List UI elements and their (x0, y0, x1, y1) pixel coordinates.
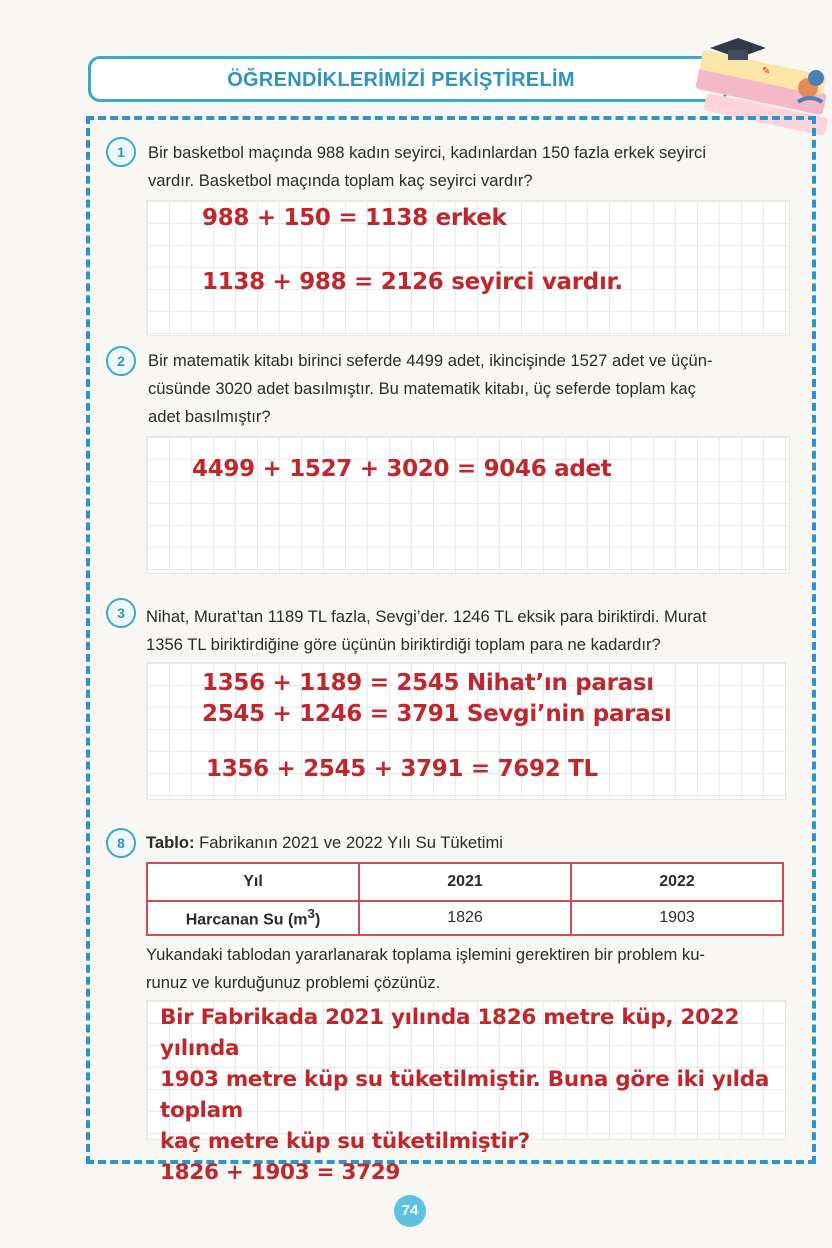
page-number: 74 (394, 1195, 426, 1227)
question-line: cüsünde 3020 adet basılmıştır. Bu matematik kitabı, üç seferde toplam kaç (148, 379, 696, 398)
question-number-2: 2 (106, 346, 136, 376)
question-line: adet basılmıştır? (148, 407, 271, 426)
table-header-cell: Yıl (147, 863, 359, 901)
answer-4-line: Bir Fabrikada 2021 yılında 1826 metre küp, 2022 yılında (160, 1005, 740, 1061)
table-header-row (147, 863, 783, 901)
answer-1-line-2: 1138 + 988 = 2126 seyirci vardır. (202, 269, 623, 295)
question-number-8: 8 (106, 828, 136, 858)
question-line: vardır. Basketbol maçında toplam kaç seyirci vardır? (148, 171, 533, 190)
question-line: Nihat, Murat’tan 1189 TL fazla, Sevgi’der. 1246 TL eksik para biriktirdi. Murat (146, 607, 707, 626)
question-line: Bir matematik kitabı birinci seferde 4499 adet, ikincişinde 1527 adet ve üçün- (148, 351, 713, 370)
question-8-text (146, 941, 705, 997)
table-caption-label: Tablo: (146, 833, 195, 852)
table-caption (146, 829, 503, 857)
answer-4-line: 1826 + 1903 = 3729 (160, 1160, 401, 1185)
water-consumption-table (146, 862, 784, 936)
table-cell: 1903 (571, 901, 783, 935)
question-3-text (146, 603, 706, 659)
answer-3-line-1: 1356 + 1189 = 2545 Nihat’ın parası (202, 670, 654, 696)
question-line: Yukandaki tablodan yararlanarak toplama işlemini gerektiren bir problem ku- (146, 945, 705, 964)
question-number-3: 3 (106, 598, 136, 628)
table-cell: 1826 (359, 901, 571, 935)
question-2-text (148, 347, 713, 431)
answer-1-line-1: 988 + 150 = 1138 erkek (202, 205, 507, 231)
table-header-cell: 2022 (571, 863, 783, 901)
table-row-label: Harcanan Su $(m^3)$ (147, 901, 359, 935)
answer-2-line-1: 4499 + 1527 + 3020 = 9046 adet (192, 456, 612, 482)
answer-4 (160, 1002, 800, 1188)
question-1-text (148, 139, 706, 195)
section-title-box (88, 56, 728, 102)
question-line: runuz ve kurduğunuz problemi çözünüz. (146, 973, 441, 992)
question-line: Bir basketbol maçında 988 kadın seyirci, kadınlardan 150 fazla erkek seyirci (148, 143, 707, 162)
answer-3-line-2: 2545 + 1246 = 3791 Sevgi’nin parası (202, 701, 672, 727)
table-header-cell: 2021 (359, 863, 571, 901)
answer-4-line: kaç metre küp su tüketilmiştir? (160, 1129, 530, 1154)
table-caption-text: Fabrikanın 2021 ve 2022 Yılı Su Tüketimi (199, 833, 503, 852)
table-row (147, 901, 783, 935)
section-title: ÖĞRENDİKLERİMİZİ PEKİŞTİRELİM (227, 69, 575, 91)
svg-text:✎: ✎ (762, 66, 771, 77)
answer-4-line: 1903 metre küp su tüketilmiştir. Buna göre iki yılda toplam (160, 1067, 770, 1123)
question-number-1: 1 (106, 137, 136, 167)
question-line: 1356 TL biriktirdiğine göre üçünün biriktirdiği toplam para ne kadardır? (146, 635, 661, 654)
answer-3-line-3: 1356 + 2545 + 3791 = 7692 TL (206, 756, 598, 782)
